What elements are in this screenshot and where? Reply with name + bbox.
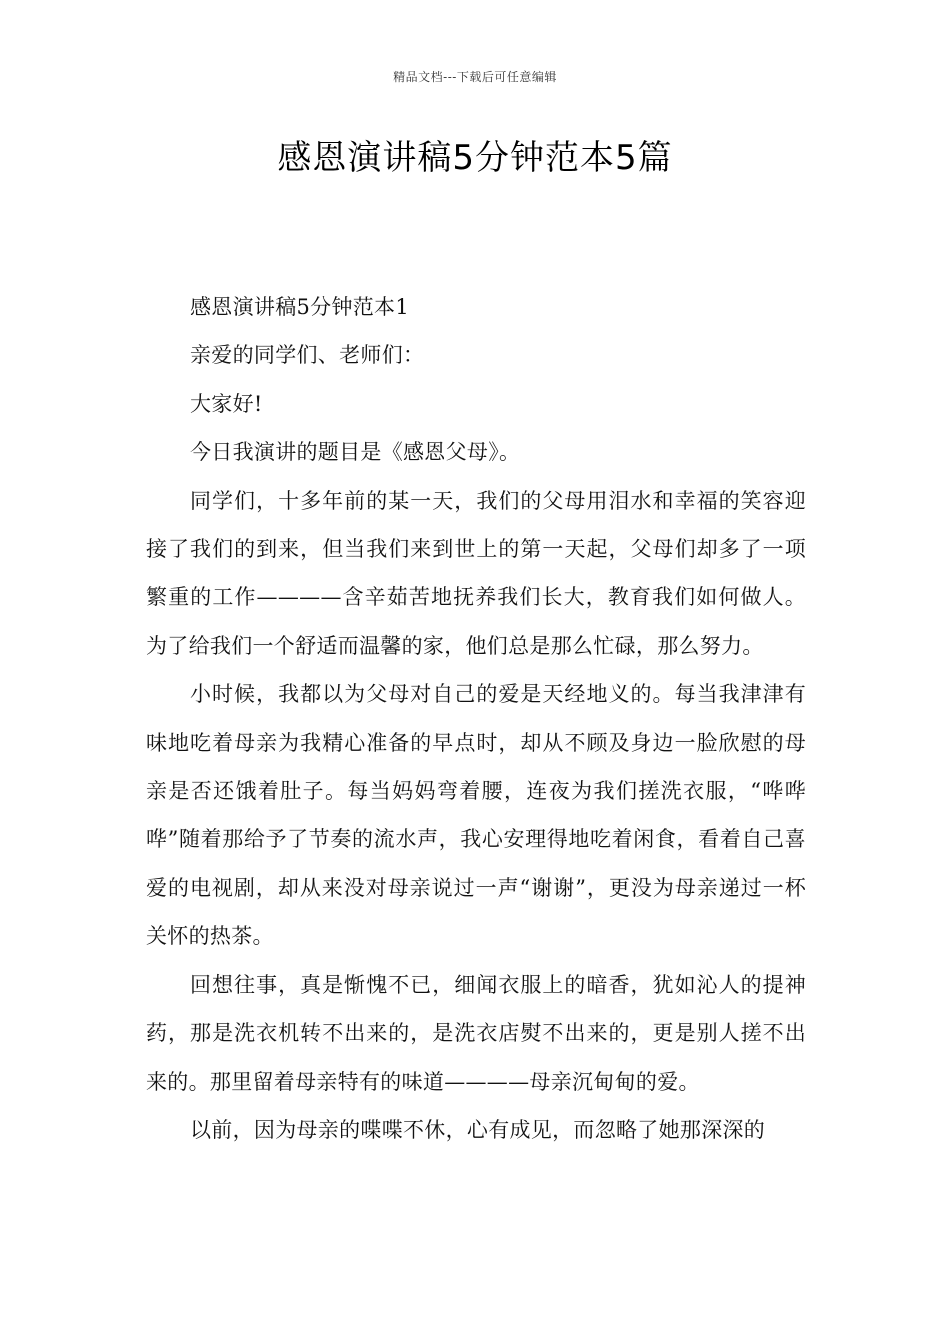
- document-body: [146, 283, 806, 1154]
- document-title: 感恩演讲稿5分钟范本5篇: [277, 138, 673, 178]
- body-paragraph: 同学们，十多年前的某一天，我们的父母用泪水和幸福的笑容迎接了我们的到来，但当我们来到世上的第一天起，父母们却多了一项繁重的工作————含辛茹苦地抚养我们长大，教育我们如何做人。为了给我们一个舒适而温馨的家，他们总是那么忙碌，那么努力。: [146, 488, 806, 658]
- salutation: 亲爱的同学们、老师们：: [190, 343, 425, 368]
- greeting: 大家好!: [190, 391, 263, 416]
- header-note: 精品文档---下载后可任意编辑: [393, 70, 557, 84]
- section-heading: 感恩演讲稿5分钟范本1: [190, 295, 410, 319]
- body-paragraph: 回想往事，真是惭愧不已，细闻衣服上的暗香，犹如沁人的提神药，那是洗衣机转不出来的，是洗衣店熨不出来的，更是别人搓不出来的。那里留着母亲特有的味道————母亲沉甸甸的爱。: [146, 972, 806, 1094]
- speech-topic: 今日我演讲的题目是《感恩父母》。: [190, 440, 521, 465]
- body-paragraph: 以前，因为母亲的喋喋不休，心有成见，而忽略了她那深深的: [190, 1117, 766, 1142]
- body-paragraph: 小时候，我都以为父母对自己的爱是天经地义的。每当我津津有味地吃着母亲为我精心准备的早点时，却从不顾及身边一脸欣慰的母亲是否还饿着肚子。每当妈妈弯着腰，连夜为我们搓洗衣服，“哗哗哗”随着那给予了节奏的流水声，我心安理得地吃着闲食，看着自己喜爱的电视剧，却从来没对母亲说过一声“谢谢”，更没为母亲递过一杯关怀的热茶。: [146, 682, 806, 949]
